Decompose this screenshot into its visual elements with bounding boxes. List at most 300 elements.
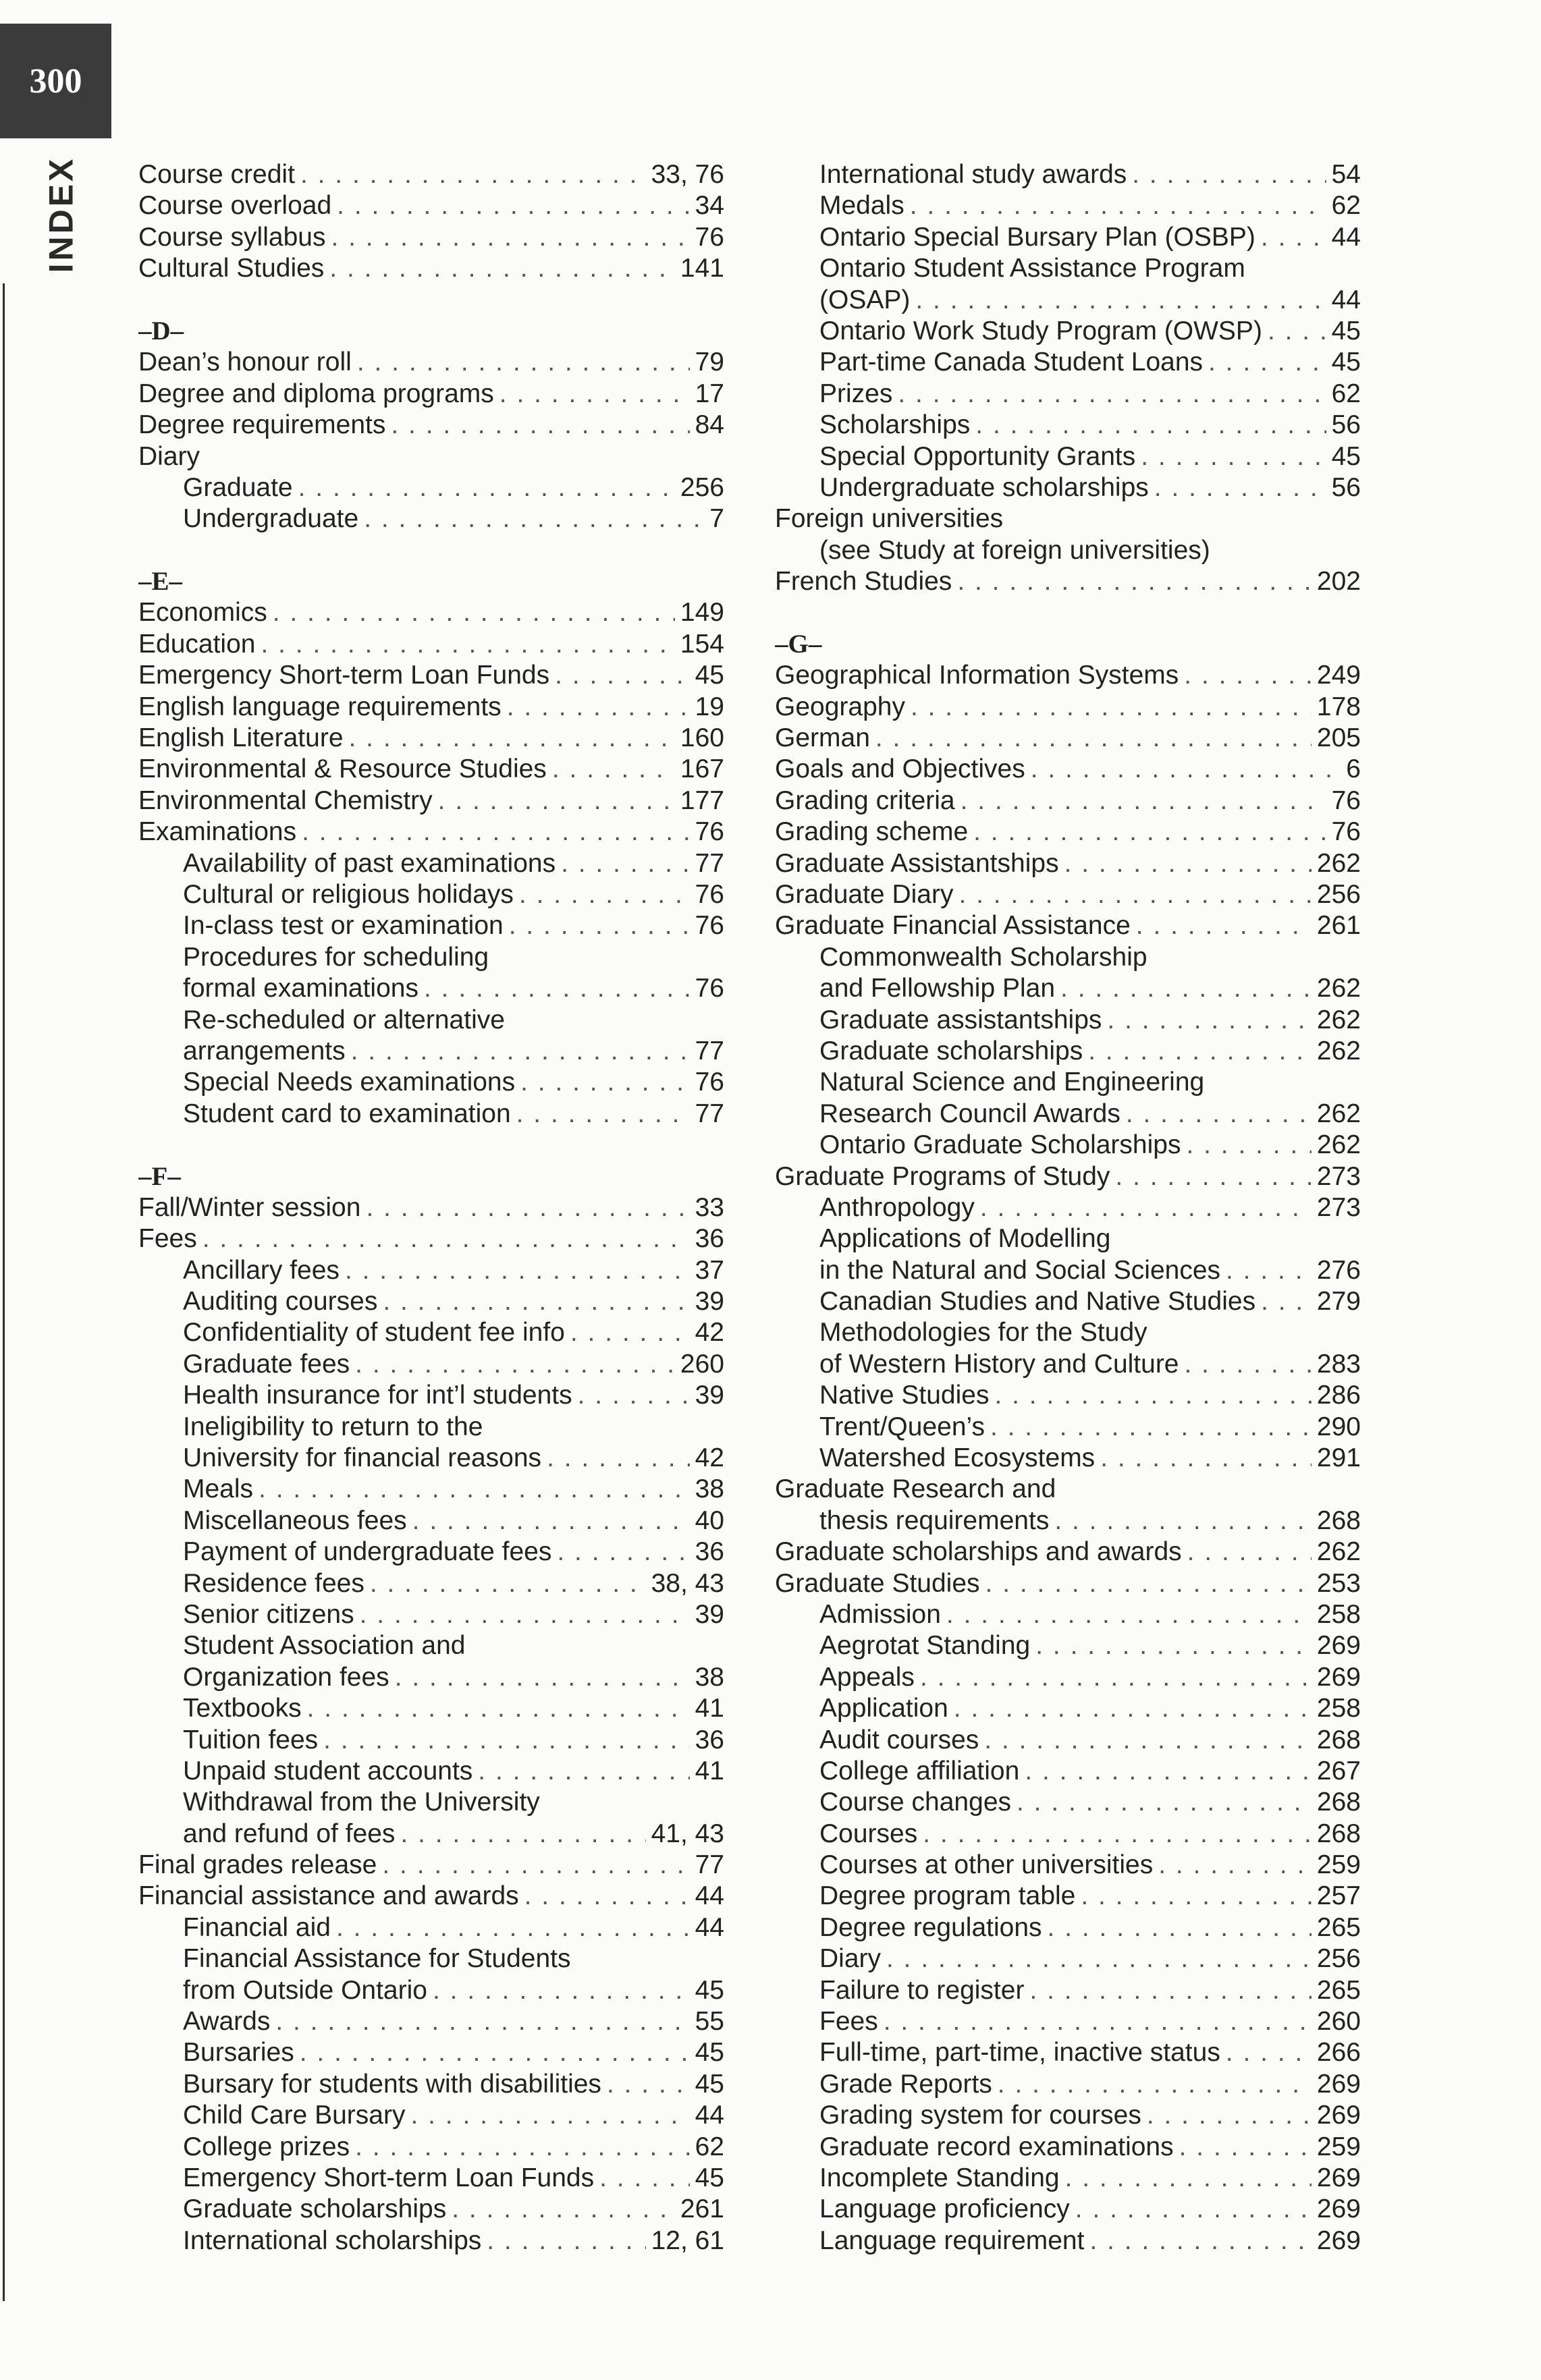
dot-leader — [360, 1599, 690, 1630]
index-subentry — [138, 472, 724, 503]
dot-leader — [1031, 754, 1341, 785]
index-subentry — [775, 379, 1361, 410]
index-subentry — [775, 316, 1361, 347]
index-subentry — [775, 1286, 1361, 1317]
page-reference: 160 — [680, 723, 724, 753]
page-reference: 41, 43 — [651, 1819, 724, 1848]
index-subentry — [138, 1317, 724, 1348]
dot-leader — [875, 723, 1312, 754]
page-reference: 283 — [1316, 1349, 1361, 1379]
index-subentry — [138, 1943, 724, 1974]
dot-leader — [1261, 1286, 1312, 1317]
index-subentry — [775, 1975, 1361, 2006]
index-term: Courses — [819, 1819, 918, 1848]
index-entry — [775, 503, 1361, 534]
dot-leader — [355, 1349, 675, 1380]
dot-leader — [973, 817, 1326, 848]
page-reference: 262 — [1316, 1005, 1361, 1034]
dot-leader — [1064, 848, 1312, 879]
index-term: Graduate Financial Assistance — [775, 911, 1131, 941]
index-subentry — [775, 1255, 1361, 1286]
page-reference: 178 — [1316, 692, 1361, 721]
page-reference: 141 — [680, 254, 724, 283]
index-term: Bursary for students with disabilities — [183, 2069, 601, 2099]
index-subentry — [138, 1912, 724, 1943]
dot-leader — [345, 1255, 690, 1286]
index-term: Education — [138, 629, 256, 659]
page-reference: 45 — [695, 2069, 724, 2099]
index-subentry — [138, 2194, 724, 2225]
page-reference: 33 — [695, 1192, 724, 1222]
page-reference: 44 — [695, 1912, 724, 1942]
page-reference: 268 — [1316, 1788, 1361, 1817]
dot-leader — [915, 285, 1326, 316]
index-term: English Literature — [138, 723, 344, 753]
index-subentry — [775, 1819, 1361, 1850]
index-subentry — [138, 2100, 724, 2131]
index-term: Graduate fees — [183, 1349, 350, 1379]
page-reference: 253 — [1316, 1568, 1361, 1598]
page-reference: 37 — [695, 1255, 724, 1285]
page-reference: 256 — [1316, 879, 1361, 909]
index-term: Graduate Research and — [775, 1474, 1056, 1504]
index-term: Residence fees — [183, 1568, 364, 1598]
page-reference: 45 — [695, 2163, 724, 2192]
index-subentry — [775, 1599, 1361, 1630]
index-entry — [138, 723, 724, 754]
section-gap — [138, 535, 724, 566]
dot-leader — [357, 347, 690, 378]
index-subentry — [138, 1599, 724, 1630]
index-term: Special Needs examinations — [183, 1068, 516, 1097]
index-subentry — [138, 1474, 724, 1505]
page-reference: 258 — [1316, 1694, 1361, 1723]
index-entry — [775, 879, 1361, 910]
page-reference: 41 — [695, 1694, 724, 1723]
index-subentry — [775, 1787, 1361, 1818]
index-subentry — [138, 1693, 724, 1724]
page-reference: 279 — [1316, 1287, 1361, 1317]
index-term: Part-time Canada Student Loans — [819, 348, 1204, 377]
index-subentry — [775, 2069, 1361, 2100]
index-entry — [138, 692, 724, 723]
page-reference: 45 — [695, 1975, 724, 2005]
index-term: Degree regulations — [819, 1912, 1042, 1942]
dot-leader — [547, 1443, 690, 1474]
dot-leader — [985, 1568, 1312, 1599]
page-reference: 262 — [1316, 1537, 1361, 1567]
dot-leader — [1179, 2132, 1312, 2163]
index-subentry — [138, 1380, 724, 1411]
index-entry — [138, 629, 724, 660]
index-letter-heading — [138, 1161, 724, 1192]
dot-leader — [998, 2069, 1312, 2100]
index-term: Course overload — [138, 191, 332, 221]
index-letter-heading — [138, 566, 724, 597]
index-term: Graduate Studies — [775, 1568, 980, 1598]
index-entry — [775, 1474, 1361, 1505]
page-reference: 77 — [695, 848, 724, 878]
dot-leader — [578, 1380, 690, 1411]
index-entry — [138, 441, 724, 472]
page-reference: 266 — [1316, 2038, 1361, 2068]
index-term: Commonwealth Scholarship — [819, 942, 1147, 972]
dot-leader — [607, 2069, 690, 2100]
index-term: Degree requirements — [138, 410, 386, 440]
index-subentry — [138, 2037, 724, 2068]
index-term: Economics — [138, 598, 267, 628]
page-reference: 36 — [695, 1224, 724, 1254]
margin-rule — [3, 283, 5, 2301]
page-reference: 257 — [1316, 1881, 1361, 1911]
dot-leader — [1147, 2100, 1312, 2131]
index-subentry — [775, 1912, 1361, 1943]
page-reference: 7 — [709, 504, 724, 534]
dot-leader — [557, 1537, 689, 1568]
page-reference: 76 — [695, 1068, 724, 1097]
index-entry — [138, 1192, 724, 1223]
index-term: Unpaid student accounts — [183, 1756, 473, 1786]
dot-leader — [599, 2163, 690, 2194]
index-term: Special Opportunity Grants — [819, 441, 1136, 471]
index-term: Fees — [819, 2007, 878, 2037]
index-term: Course syllabus — [138, 222, 326, 252]
page-reference: 205 — [1316, 723, 1361, 753]
index-term: Financial assistance and awards — [138, 1881, 519, 1911]
index-subentry — [138, 973, 724, 1004]
page-reference: 268 — [1316, 1725, 1361, 1754]
index-subentry — [138, 879, 724, 910]
index-term: Health insurance for int’l students — [183, 1381, 572, 1410]
dot-leader — [351, 1036, 690, 1067]
page-reference: 76 — [695, 817, 724, 847]
page-reference: 84 — [695, 410, 724, 440]
dot-leader — [261, 629, 674, 660]
index-term: of Western History and Culture — [819, 1349, 1179, 1379]
page-reference: 291 — [1316, 1443, 1361, 1473]
index-subentry — [138, 1662, 724, 1693]
dot-leader — [370, 1568, 646, 1599]
index-letter-heading — [775, 629, 1361, 660]
dot-leader — [412, 1505, 690, 1537]
dot-leader — [507, 692, 690, 723]
dot-leader — [1158, 1850, 1312, 1881]
dot-leader — [383, 1286, 689, 1317]
page-reference: 54 — [1331, 160, 1361, 189]
index-subentry — [775, 441, 1361, 472]
page-reference: 286 — [1316, 1381, 1361, 1410]
index-term: Degree and diploma programs — [138, 379, 494, 408]
page-reference: 38, 43 — [651, 1568, 724, 1598]
index-subentry — [138, 1005, 724, 1036]
index-subentry — [775, 159, 1361, 190]
index-subentry — [775, 1036, 1361, 1067]
index-entry — [775, 848, 1361, 879]
page-reference: 261 — [1316, 911, 1361, 941]
index-subentry — [775, 1192, 1361, 1223]
page-reference: 38 — [695, 1662, 724, 1692]
index-term: Research Council Awards — [819, 1099, 1120, 1128]
index-subentry — [138, 2163, 724, 2194]
dot-leader — [1141, 441, 1326, 472]
index-term: Textbooks — [183, 1694, 302, 1723]
index-column-right — [775, 159, 1361, 2257]
index-term: Course changes — [819, 1788, 1012, 1817]
index-term: Appeals — [819, 1662, 915, 1692]
index-term: Native Studies — [819, 1381, 990, 1410]
dot-leader — [1017, 1787, 1312, 1818]
index-subentry — [138, 503, 724, 534]
index-entry — [138, 347, 724, 378]
dot-leader — [1136, 910, 1312, 941]
dot-leader — [395, 1662, 690, 1693]
dot-leader — [499, 379, 690, 410]
index-subentry — [775, 1693, 1361, 1724]
dot-leader — [984, 1725, 1312, 1756]
index-term: Full-time, part-time, inactive status — [819, 2038, 1220, 2068]
index-term: Foreign universities — [775, 504, 1004, 534]
index-term: Scholarships — [819, 410, 971, 440]
dot-leader — [1100, 1443, 1312, 1474]
index-subentry — [138, 1568, 724, 1599]
index-subentry — [775, 1943, 1361, 1974]
index-term: Senior citizens — [183, 1599, 354, 1629]
dot-leader — [478, 1756, 689, 1787]
index-column-left — [138, 159, 724, 2257]
page-reference: 12, 61 — [651, 2225, 724, 2255]
page-reference: 45 — [695, 661, 724, 690]
index-entry — [138, 1850, 724, 1881]
index-subentry — [775, 1725, 1361, 1756]
dot-leader — [509, 910, 690, 941]
dot-leader — [302, 817, 689, 848]
page-reference: 76 — [695, 974, 724, 1003]
index-entry — [775, 754, 1361, 785]
index-term: Meals — [183, 1474, 254, 1504]
page-reference: 42 — [695, 1318, 724, 1348]
dot-leader — [298, 472, 675, 503]
dot-leader — [366, 1192, 689, 1223]
index-letter: –F– — [138, 1161, 181, 1191]
index-subentry — [138, 1630, 724, 1661]
page-reference: 76 — [695, 879, 724, 909]
index-entry — [775, 1161, 1361, 1192]
index-term: Ontario Special Bursary Plan (OSBP) — [819, 222, 1255, 252]
index-term: Ineligibility to return to the — [183, 1412, 483, 1441]
index-subentry — [138, 2069, 724, 2100]
dot-leader — [452, 2194, 675, 2225]
index-subentry — [775, 253, 1361, 284]
dot-leader — [382, 1850, 689, 1881]
index-term: Graduate scholarships — [819, 1036, 1083, 1066]
index-subentry — [775, 1756, 1361, 1787]
dot-leader — [329, 253, 675, 284]
dot-leader — [524, 1881, 690, 1912]
index-subentry — [775, 2100, 1361, 2131]
index-entry — [138, 597, 724, 628]
index-term: Anthropology — [819, 1192, 975, 1222]
page-reference: 273 — [1316, 1192, 1361, 1222]
section-gap — [775, 597, 1361, 628]
dot-leader — [307, 1693, 690, 1724]
index-term: Ontario Work Study Program (OWSP) — [819, 316, 1262, 345]
page-reference: 76 — [695, 911, 724, 941]
page-reference: 260 — [1316, 2007, 1361, 2037]
index-entry — [138, 190, 724, 221]
index-subentry — [138, 1255, 724, 1286]
index-term: In-class test or examination — [183, 911, 504, 941]
page-reference: 259 — [1316, 2132, 1361, 2161]
page-reference: 177 — [680, 785, 724, 815]
index-term: Prizes — [819, 379, 893, 408]
dot-leader — [1115, 1161, 1312, 1192]
index-entry — [138, 1881, 724, 1912]
index-term: Grading system for courses — [819, 2101, 1141, 2130]
dot-leader — [1226, 2037, 1312, 2068]
index-subentry — [775, 1850, 1361, 1881]
dot-leader — [958, 879, 1311, 910]
index-term: Watershed Ecosystems — [819, 1443, 1096, 1473]
index-subentry — [775, 2163, 1361, 2194]
index-term: Final grades release — [138, 1850, 377, 1880]
index-term: Grading criteria — [775, 785, 955, 815]
index-term: Tuition fees — [183, 1725, 319, 1754]
section-gap — [138, 1130, 724, 1161]
dot-leader — [1154, 472, 1326, 503]
page-reference: 259 — [1316, 1850, 1361, 1880]
index-subentry — [775, 1005, 1361, 1036]
index-term: and refund of fees — [183, 1819, 396, 1848]
page-number: 300 — [0, 24, 111, 138]
dot-leader — [336, 1912, 690, 1943]
dot-leader — [1060, 973, 1312, 1004]
page-reference: 202 — [1316, 567, 1361, 597]
page-reference: 268 — [1316, 1819, 1361, 1848]
page-reference: 262 — [1316, 1099, 1361, 1128]
index-subentry — [138, 1443, 724, 1474]
page-reference: 6 — [1346, 754, 1361, 784]
index-subentry — [775, 1505, 1361, 1537]
index-term: Payment of undergraduate fees — [183, 1537, 552, 1567]
index-term: Degree program table — [819, 1881, 1076, 1911]
index-term: Graduate scholarships and awards — [775, 1537, 1182, 1567]
dot-leader — [300, 159, 646, 190]
dot-leader — [1184, 660, 1312, 691]
index-subentry — [775, 1349, 1361, 1380]
index-term: Grade Reports — [819, 2069, 992, 2099]
dot-leader — [1025, 1756, 1312, 1787]
index-term: Canadian Studies and Native Studies — [819, 1287, 1256, 1317]
page-reference: 36 — [695, 1725, 724, 1754]
index-term: and Fellowship Plan — [819, 974, 1056, 1003]
dot-leader — [516, 1099, 690, 1130]
index-term: Graduate — [183, 472, 293, 502]
index-term: Diary — [819, 1944, 882, 1974]
index-term: Courses at other universities — [819, 1850, 1154, 1880]
index-entry — [775, 910, 1361, 941]
index-term: Student Association and — [183, 1631, 466, 1661]
dot-leader — [1126, 1099, 1312, 1130]
index-term: Ontario Student Assistance Program — [819, 254, 1245, 283]
index-subentry — [138, 2006, 724, 2037]
index-term: (see Study at foreign universities) — [819, 535, 1210, 565]
page-reference: 269 — [1316, 2225, 1361, 2255]
dot-leader — [1268, 316, 1326, 347]
index-entry — [775, 660, 1361, 691]
index-term: Graduate Assistantships — [775, 848, 1059, 878]
dot-leader — [1054, 1505, 1312, 1537]
index-term: Emergency Short-term Loan Funds — [183, 2163, 595, 2192]
index-term: College prizes — [183, 2132, 350, 2161]
index-term: Cultural Studies — [138, 254, 325, 283]
index-term: Geographical Information Systems — [775, 661, 1179, 690]
index-subentry — [775, 1380, 1361, 1411]
index-term: Ontario Graduate Scholarships — [819, 1130, 1181, 1160]
index-term: in the Natural and Social Sciences — [819, 1255, 1221, 1285]
dot-leader — [1029, 1975, 1311, 2006]
dot-leader — [911, 692, 1312, 723]
dot-leader — [555, 660, 690, 691]
dot-leader — [364, 503, 704, 534]
page-reference: 45 — [1331, 441, 1361, 471]
index-term: Examinations — [138, 817, 297, 847]
index-term: from Outside Ontario — [183, 1975, 427, 2005]
index-term: Ancillary fees — [183, 1255, 340, 1285]
dot-leader — [946, 1599, 1312, 1630]
index-subentry — [775, 942, 1361, 973]
page-reference: 262 — [1316, 848, 1361, 878]
page-reference: 56 — [1331, 410, 1361, 440]
index-subentry — [775, 1630, 1361, 1661]
index-term: Organization fees — [183, 1662, 389, 1692]
dot-leader — [975, 410, 1326, 441]
index-term: International scholarships — [183, 2225, 482, 2255]
page-reference: 17 — [695, 379, 724, 408]
dot-leader — [337, 190, 689, 221]
index-term: Undergraduate — [183, 504, 359, 534]
index-subentry — [138, 2132, 724, 2163]
dot-leader — [331, 222, 689, 253]
dot-leader — [1089, 2225, 1311, 2257]
dot-leader — [561, 848, 690, 879]
index-entry — [775, 1568, 1361, 1599]
index-subentry — [775, 2194, 1361, 2225]
index-entry — [138, 785, 724, 817]
index-term: Diary — [138, 441, 200, 471]
index-term: International study awards — [819, 160, 1127, 189]
page-reference: 265 — [1316, 1975, 1361, 2005]
dot-leader — [259, 1474, 690, 1505]
index-entry — [138, 222, 724, 253]
page-reference: 36 — [695, 1537, 724, 1567]
index-entry — [775, 723, 1361, 754]
index-entry — [138, 159, 724, 190]
index-letter: –E– — [138, 567, 183, 597]
dot-leader — [273, 597, 675, 628]
page-reference: 62 — [695, 2132, 724, 2161]
index-term: Financial Assistance for Students — [183, 1944, 571, 1974]
index-subentry — [775, 1662, 1361, 1693]
index-term: Graduate assistantships — [819, 1005, 1102, 1034]
index-subentry — [775, 973, 1361, 1004]
dot-leader — [424, 973, 690, 1004]
index-subentry — [775, 1443, 1361, 1474]
index-term: Medals — [819, 191, 904, 221]
index-entry — [775, 1537, 1361, 1568]
page-reference: 44 — [695, 1881, 724, 1911]
page-reference: 76 — [1331, 817, 1361, 847]
dot-leader — [898, 379, 1326, 410]
